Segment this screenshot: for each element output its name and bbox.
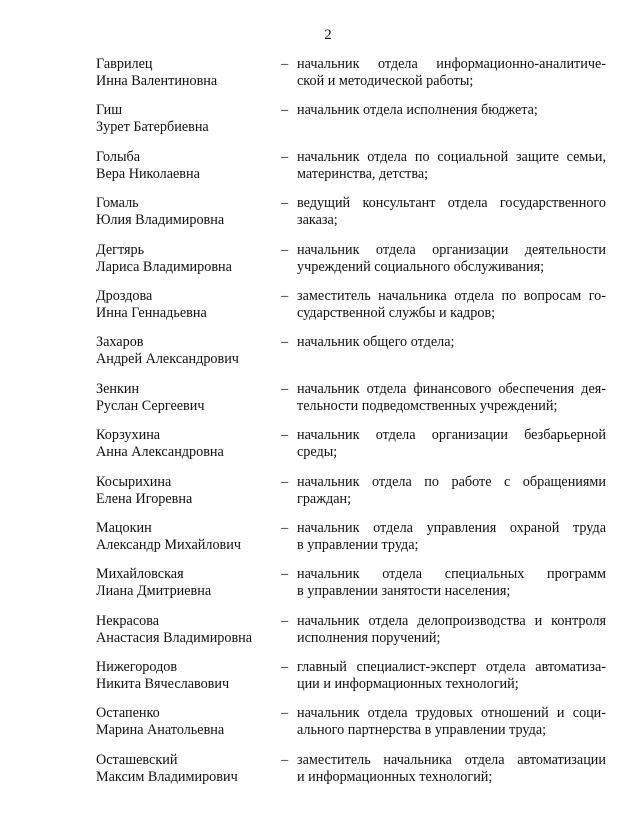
position-description	[297, 288, 606, 334]
given-names: Инна Валентиновна	[96, 73, 218, 89]
position-line: заместитель начальника отдела по вопросам го-	[297, 287, 606, 304]
person-name	[96, 102, 281, 148]
staff-list	[96, 56, 606, 798]
position-line: заместитель начальника отдела автоматизации	[297, 751, 606, 768]
position-line: начальник отдела по работе с обращениями	[297, 473, 606, 490]
surname: Захаров	[96, 334, 144, 351]
list-item	[96, 195, 606, 241]
surname: Косырихина	[96, 473, 172, 490]
given-names: Андрей Александрович	[96, 351, 239, 368]
dash: –	[281, 241, 289, 258]
position-description	[297, 195, 606, 241]
position-line: начальник отдела управления охраной труда	[297, 519, 606, 536]
surname: Михайловская	[96, 566, 184, 583]
dash: –	[281, 751, 289, 768]
given-names: Инна Геннадьевна	[96, 304, 207, 321]
list-item	[96, 659, 606, 705]
surname: Мацокин	[96, 519, 152, 536]
position-line: начальник отдела организации деятельности	[297, 241, 606, 258]
position-description	[297, 613, 606, 659]
dash: –	[281, 705, 289, 722]
given-names: Лиана Дмитриевна	[96, 583, 212, 600]
list-item	[96, 705, 606, 751]
position-description	[297, 659, 606, 705]
person-name	[96, 195, 281, 241]
person-name	[96, 381, 281, 427]
given-names: Руслан Сергеевич	[96, 397, 205, 414]
person-name	[96, 242, 281, 288]
position-description	[297, 474, 606, 520]
surname: Зенкин	[96, 380, 140, 397]
list-item	[96, 381, 606, 427]
list-item	[96, 613, 606, 659]
surname: Голыба	[96, 148, 140, 165]
person-name	[96, 705, 281, 751]
list-item	[96, 474, 606, 520]
position-description	[297, 102, 606, 148]
dash: –	[281, 566, 289, 583]
surname: Гаврилец	[96, 56, 153, 72]
given-names: Вера Николаевна	[96, 165, 200, 182]
position-line: учреждений социального обслуживания;	[297, 258, 545, 275]
position-description	[297, 149, 606, 195]
person-name	[96, 659, 281, 705]
list-item	[96, 102, 606, 148]
person-name	[96, 56, 281, 102]
position-line: исполнения поручений;	[297, 629, 441, 646]
surname: Осташевский	[96, 751, 178, 768]
position-description	[297, 381, 606, 427]
position-line: начальник отдела финансового обеспечения дея-	[297, 380, 606, 397]
list-item	[96, 242, 606, 288]
person-name	[96, 334, 281, 380]
position-line: материнства, детства;	[297, 165, 429, 182]
given-names: Анастасия Владимировна	[96, 629, 253, 646]
person-name	[96, 149, 281, 195]
position-line: и информационных технологий;	[297, 768, 493, 785]
surname: Гиш	[96, 102, 123, 119]
position-description	[297, 705, 606, 751]
position-line: в управлении занятости населения;	[297, 583, 511, 600]
position-description	[297, 520, 606, 566]
position-line: заказа;	[297, 212, 338, 229]
position-line: начальник отдела по социальной защите семьи,	[297, 148, 606, 165]
list-item	[96, 149, 606, 195]
dash: –	[281, 612, 289, 629]
list-item	[96, 520, 606, 566]
position-line: сударственной службы и кадров;	[297, 304, 496, 321]
position-description	[297, 566, 606, 612]
person-name	[96, 566, 281, 612]
position-description	[297, 427, 606, 473]
list-item	[96, 56, 606, 102]
dash: –	[281, 334, 289, 351]
dash: –	[281, 195, 289, 212]
person-name	[96, 520, 281, 566]
position-description	[297, 56, 606, 102]
given-names: Александр Михайлович	[96, 536, 241, 553]
position-line: ведущий консультант отдела государственного	[297, 195, 606, 212]
position-line: среды;	[297, 444, 338, 461]
surname: Дегтярь	[96, 241, 145, 258]
dash: –	[281, 56, 289, 72]
position-line: в управлении труда;	[297, 536, 419, 553]
person-name	[96, 474, 281, 520]
position-line: граждан;	[297, 490, 352, 507]
given-names: Елена Игоревна	[96, 490, 193, 507]
surname: Корзухина	[96, 427, 161, 444]
given-names: Зурет Батербиевна	[96, 119, 209, 136]
position-line: начальник отдела организации безбарьерной	[297, 427, 606, 444]
dash: –	[281, 148, 289, 165]
person-name	[96, 613, 281, 659]
position-line: начальник общего отдела;	[297, 334, 455, 351]
surname: Гомаль	[96, 195, 139, 212]
position-description	[297, 242, 606, 288]
list-item	[96, 752, 606, 798]
list-item	[96, 566, 606, 612]
list-item	[96, 288, 606, 334]
dash: –	[281, 287, 289, 304]
dash: –	[281, 519, 289, 536]
given-names: Марина Анатольевна	[96, 722, 225, 739]
position-description	[297, 752, 606, 798]
position-description	[297, 334, 606, 380]
dash: –	[281, 380, 289, 397]
person-name	[96, 752, 281, 798]
position-line: ального партнерства в управлении труда;	[297, 722, 547, 739]
surname: Остапенко	[96, 705, 160, 722]
position-line: начальник отдела исполнения бюджета;	[297, 102, 538, 119]
dash: –	[281, 102, 289, 119]
given-names: Никита Вячеславович	[96, 676, 230, 693]
dash: –	[281, 427, 289, 444]
surname: Дроздова	[96, 287, 153, 304]
surname: Некрасова	[96, 612, 160, 629]
surname: Нижегородов	[96, 659, 178, 676]
position-line: ции и информационных технологий;	[297, 676, 519, 693]
position-line: начальник отдела трудовых отношений и соци-	[297, 705, 606, 722]
list-item	[96, 334, 606, 380]
list-item	[96, 427, 606, 473]
dash: –	[281, 659, 289, 676]
given-names: Юлия Владимировна	[96, 212, 225, 229]
position-line: начальник отдела специальных программ	[297, 566, 606, 583]
position-line: начальник отдела делопроизводства и контроля	[297, 612, 606, 629]
page-number: 2	[324, 27, 332, 43]
person-name	[96, 427, 281, 473]
position-line: ской и методической работы;	[297, 73, 474, 89]
given-names: Анна Александровна	[96, 444, 224, 461]
dash: –	[281, 473, 289, 490]
given-names: Максим Владимирович	[96, 768, 238, 785]
person-name	[96, 288, 281, 334]
given-names: Лариса Владимировна	[96, 258, 232, 275]
position-line: тельности подведомственных учреждений;	[297, 397, 558, 414]
position-line: главный специалист-эксперт отдела автоматиза-	[297, 659, 606, 676]
position-line: начальник отдела информационно-аналитиче-	[297, 56, 606, 72]
